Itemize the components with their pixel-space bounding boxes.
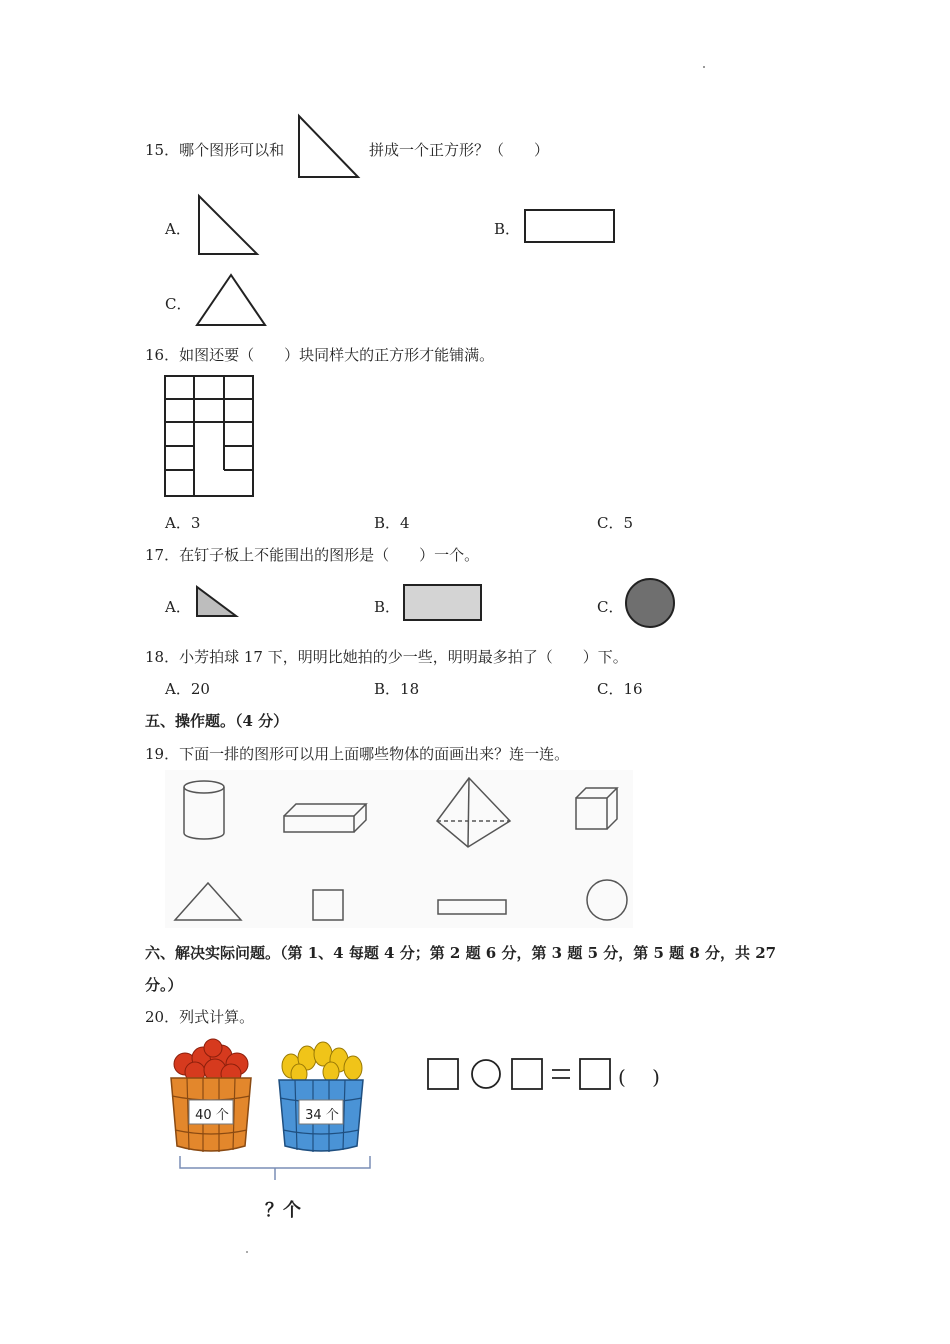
equation-box-3	[580, 1059, 610, 1089]
q16-option-c[interactable]: C．5	[597, 514, 634, 532]
q18-option-b[interactable]: B．18	[374, 680, 420, 698]
basket2-label: 34 个	[305, 1108, 339, 1123]
q15-text-after: 拼成一个正方形？（ ）	[369, 141, 550, 159]
pear-basket-icon	[279, 1042, 363, 1152]
q18-text: 18．小芳拍球 17 下，明明比她拍的少一些，明明最多拍了（ ）下。	[145, 648, 628, 666]
q15-option-c-label[interactable]: C．	[165, 295, 192, 313]
q15-option-a-label[interactable]: A．	[165, 220, 191, 238]
brace-icon	[180, 1156, 370, 1180]
q19-figure	[165, 770, 635, 930]
equation-box-1	[428, 1059, 458, 1089]
q15-text-before: 15．哪个图形可以和	[145, 141, 285, 159]
equilateral-triangle-icon[interactable]	[194, 272, 268, 328]
q15-reference-triangle-icon	[296, 113, 362, 181]
shaded-circle-icon[interactable]	[624, 577, 676, 629]
q16-text: 16．如图还要（ ）块同样大的正方形才能铺满。	[145, 346, 495, 364]
rectangle-icon[interactable]	[523, 208, 617, 244]
page-dot-bottom	[246, 1251, 248, 1253]
section5-title: 五、操作题。（4 分）	[145, 712, 289, 730]
basket1-label: 40 个	[195, 1108, 229, 1123]
q16-option-b[interactable]: B．4	[374, 514, 410, 532]
q15-option-b-label[interactable]: B．	[494, 220, 521, 238]
section6-title-line2: 分。）	[145, 976, 183, 994]
answer-unit-paren[interactable]: ( )	[618, 1065, 660, 1089]
q17-option-b-label[interactable]: B．	[374, 598, 401, 616]
shaded-rectangle-icon[interactable]	[402, 583, 484, 623]
q17-text: 17．在钉子板上不能围出的图形是（ ）一个。	[145, 546, 480, 564]
section6-title-line1: 六、解决实际问题。（第 1、4 每题 4 分；第 2 题 6 分，第 3 题 5 分，第 5 题 8 分，共 27	[145, 944, 777, 962]
apple-basket-icon	[171, 1039, 251, 1152]
q18-option-c[interactable]: C．16	[597, 680, 643, 698]
operator-circle	[472, 1060, 500, 1088]
q16-grid-figure	[164, 375, 256, 499]
equation-figure	[425, 1056, 645, 1092]
q16-option-a[interactable]: A．3	[165, 514, 201, 532]
shaded-triangle-icon[interactable]	[194, 584, 240, 620]
q19-text: 19．下面一排的图形可以用上面哪些物体的面画出来？连一连。	[145, 745, 570, 763]
q20-text: 20．列式计算。	[145, 1008, 255, 1026]
equation-box-2	[512, 1059, 542, 1089]
total-label: ？个	[265, 1200, 301, 1221]
q18-option-a[interactable]: A．20	[165, 680, 210, 698]
page-dot	[703, 66, 705, 68]
right-triangle-icon[interactable]	[196, 193, 262, 257]
q17-option-c-label[interactable]: C．	[597, 598, 624, 616]
q17-option-a-label[interactable]: A．	[165, 598, 191, 616]
